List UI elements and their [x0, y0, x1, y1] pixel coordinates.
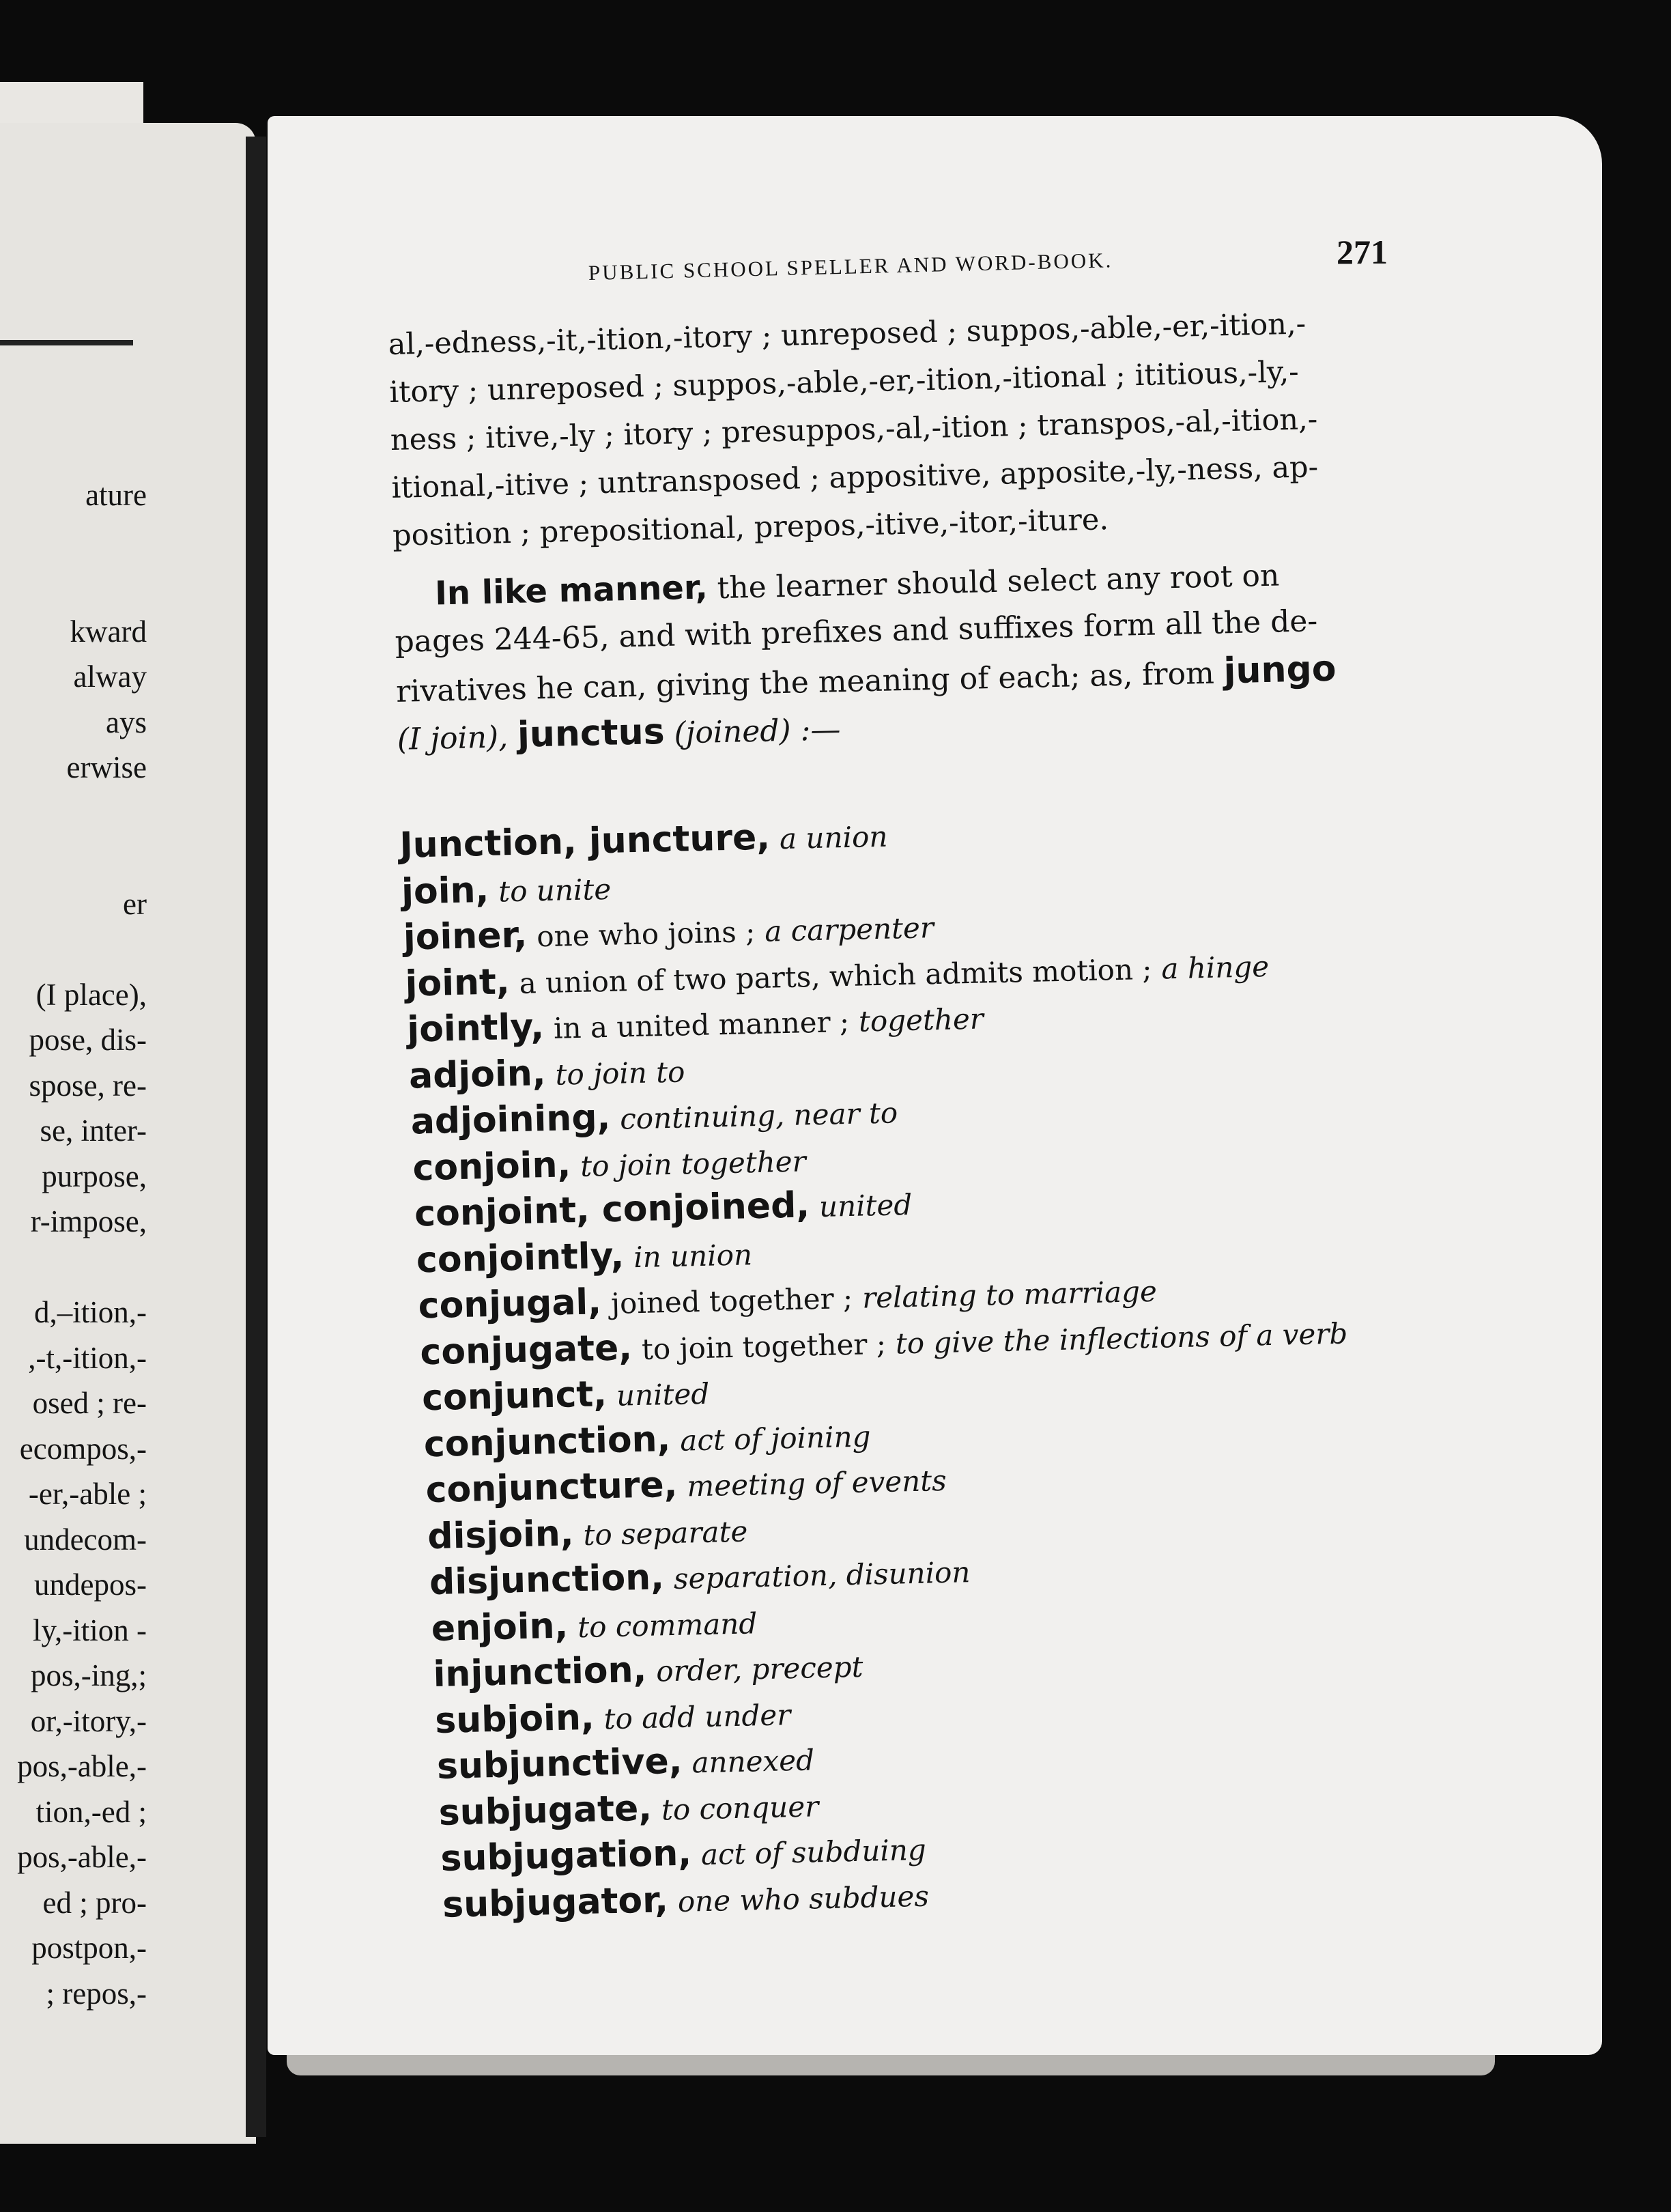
- entry-word: subjugation,: [440, 1832, 692, 1880]
- entry-word: disjoin,: [427, 1512, 575, 1557]
- running-head: PUBLIC SCHOOL SPELLER AND WORD-BOOK.: [588, 248, 1113, 285]
- left-page-line: alway: [73, 660, 147, 694]
- entry-word: subjunctive,: [436, 1740, 683, 1787]
- entry-word: conjugal,: [418, 1281, 602, 1327]
- entry-definition: a union of two parts, which admits motion ;: [519, 952, 1152, 1000]
- suffix-line: itional,-itive ; untransposed ; appositive, apposite,-ly,-ness, ap-: [390, 450, 1319, 505]
- left-page-line: ed ; pro-: [42, 1885, 147, 1920]
- entry-meaning: annexed: [691, 1743, 815, 1780]
- left-page-line: r-impose,: [30, 1204, 147, 1238]
- left-page-line: osed ; re-: [32, 1386, 147, 1420]
- entry-meaning: meeting of events: [686, 1463, 947, 1503]
- entry-word: adjoining,: [410, 1096, 611, 1143]
- left-page-line: d,–ition,-: [34, 1295, 147, 1329]
- root-word: jungo: [1223, 648, 1337, 692]
- left-page-line: ,-t,-ition,-: [28, 1340, 147, 1375]
- entry-meaning: in union: [633, 1237, 753, 1274]
- entry-meaning: to add under: [603, 1697, 791, 1735]
- edge-smudge: [1623, 7, 1657, 184]
- entry-word: join,: [401, 869, 489, 913]
- left-page-rule: [0, 340, 133, 345]
- entry-meaning: to unite: [498, 872, 612, 909]
- entry-meaning: together: [858, 1002, 984, 1038]
- left-page-line: ly,-ition -: [32, 1613, 147, 1647]
- page-body: [388, 298, 1461, 1929]
- suffix-line: ness ; itive,-ly ; itory ; presuppos,-al,-ition ; transpos,-al,-ition,-: [390, 402, 1318, 457]
- instruction-paragraph: [393, 547, 1435, 761]
- entry-word: Junction, juncture,: [399, 817, 771, 866]
- left-page-line: postpon,-: [31, 1931, 147, 1965]
- entry-meaning: a union: [779, 819, 888, 856]
- derivative-list: [399, 799, 1461, 1929]
- entry-meaning: separation, disunion: [673, 1555, 971, 1596]
- entry-definition: joined together ;: [610, 1281, 853, 1320]
- entry-word: conjugate,: [419, 1327, 633, 1373]
- entry-meaning: one who subdues: [677, 1879, 930, 1918]
- left-page-line: tion,-ed ;: [35, 1794, 147, 1829]
- left-page-line: ature: [85, 478, 147, 512]
- entry-meaning: to give the inflections of a verb: [895, 1316, 1348, 1361]
- left-page-line: (I place),: [35, 977, 147, 1012]
- left-page-line: spose, re-: [29, 1068, 147, 1103]
- entry-word: joint,: [404, 961, 511, 1005]
- entry-meaning: act of joining: [679, 1419, 871, 1458]
- left-page-line: pos,-ing,;: [30, 1658, 147, 1692]
- entry-definition: in a united manner ;: [553, 1004, 850, 1045]
- entry-word: conjoint, conjoined,: [414, 1185, 810, 1235]
- left-page-line: ays: [106, 705, 147, 739]
- entry-word: subjoin,: [434, 1697, 595, 1742]
- left-page-line: undepos-: [34, 1568, 147, 1602]
- suffix-line: al,-edness,-it,-ition,-itory ; unreposed ; suppos,-able,-er,-ition,-: [388, 307, 1306, 362]
- paragraph-text: pages 244-65, and with prefixes and suffixes form all the de-: [395, 604, 1318, 660]
- root-gloss: (I join),: [397, 720, 509, 757]
- entry-definition: to join together ;: [641, 1327, 887, 1366]
- left-page-line: undecom-: [24, 1522, 147, 1557]
- entry-meaning: to separate: [583, 1514, 748, 1552]
- paragraph-text: the learner should select any root on: [707, 558, 1280, 606]
- book-spine: [246, 137, 266, 2137]
- entry-word: subjugate,: [438, 1787, 653, 1834]
- left-page-line: -er,-able ;: [28, 1477, 147, 1511]
- suffix-line: itory ; unreposed ; suppos,-able,-er,-ition,-itional ; ititious,-ly,-: [388, 354, 1300, 410]
- entry-meaning: a carpenter: [764, 911, 934, 948]
- left-page-line: kward: [70, 614, 147, 649]
- entry-meaning: united: [818, 1187, 913, 1223]
- paragraph-lead: In like manner,: [434, 568, 709, 613]
- paragraph-text: rivatives he can, giving the meaning of each; as, from: [395, 655, 1225, 709]
- entry-word: injunction,: [432, 1649, 647, 1695]
- entry-meaning: to conquer: [661, 1789, 819, 1826]
- entry-definition: one who joins ;: [536, 915, 756, 954]
- entry-meaning: a hinge: [1160, 949, 1270, 986]
- root-word: junctus: [517, 711, 666, 756]
- root-gloss: (joined) :—: [673, 712, 841, 751]
- suffix-list: [388, 298, 1431, 560]
- entry-word: disjunction,: [429, 1557, 665, 1604]
- left-page-line: pos,-able,-: [17, 1749, 147, 1783]
- entry-word: conjunction,: [423, 1418, 671, 1465]
- entry-meaning: order, precept: [655, 1649, 864, 1688]
- entry-word: jointly,: [406, 1006, 545, 1051]
- entry-meaning: to join to: [555, 1054, 685, 1092]
- entry-word: conjoin,: [412, 1144, 571, 1189]
- entry-meaning: to join together: [580, 1144, 807, 1183]
- left-page-line: purpose,: [42, 1159, 147, 1193]
- left-page-line: er: [123, 886, 147, 921]
- left-page-line: or,-itory,-: [30, 1703, 147, 1738]
- entry-meaning: united: [616, 1376, 710, 1413]
- entry-meaning: to command: [577, 1606, 758, 1644]
- entry-meaning: continuing, near to: [619, 1096, 898, 1136]
- page-number: 271: [1337, 233, 1388, 271]
- entry-word: joiner,: [403, 914, 528, 959]
- entry-meaning: relating to marriage: [861, 1274, 1158, 1315]
- left-page-line: ecompos,-: [19, 1431, 147, 1466]
- entry-word: conjunct,: [421, 1374, 608, 1419]
- left-page-line: erwise: [66, 750, 147, 784]
- suffix-line: position ; prepositional, prepos,-itive,-itor,-iture.: [392, 502, 1109, 553]
- entry-word: enjoin,: [431, 1605, 569, 1649]
- left-page-line: se, inter-: [40, 1114, 147, 1148]
- left-page-line: pos,-able,-: [17, 1840, 147, 1874]
- entry-meaning: act of subduing: [700, 1832, 927, 1872]
- entry-word: subjugator,: [442, 1879, 669, 1926]
- left-page: [0, 123, 256, 2144]
- entry-word: conjuncture,: [425, 1464, 679, 1512]
- entry-word: adjoin,: [408, 1052, 547, 1097]
- left-page-line: ; repos,-: [46, 1976, 147, 2011]
- entry-word: conjointly,: [416, 1235, 625, 1281]
- left-page-line: pose, dis-: [29, 1023, 147, 1057]
